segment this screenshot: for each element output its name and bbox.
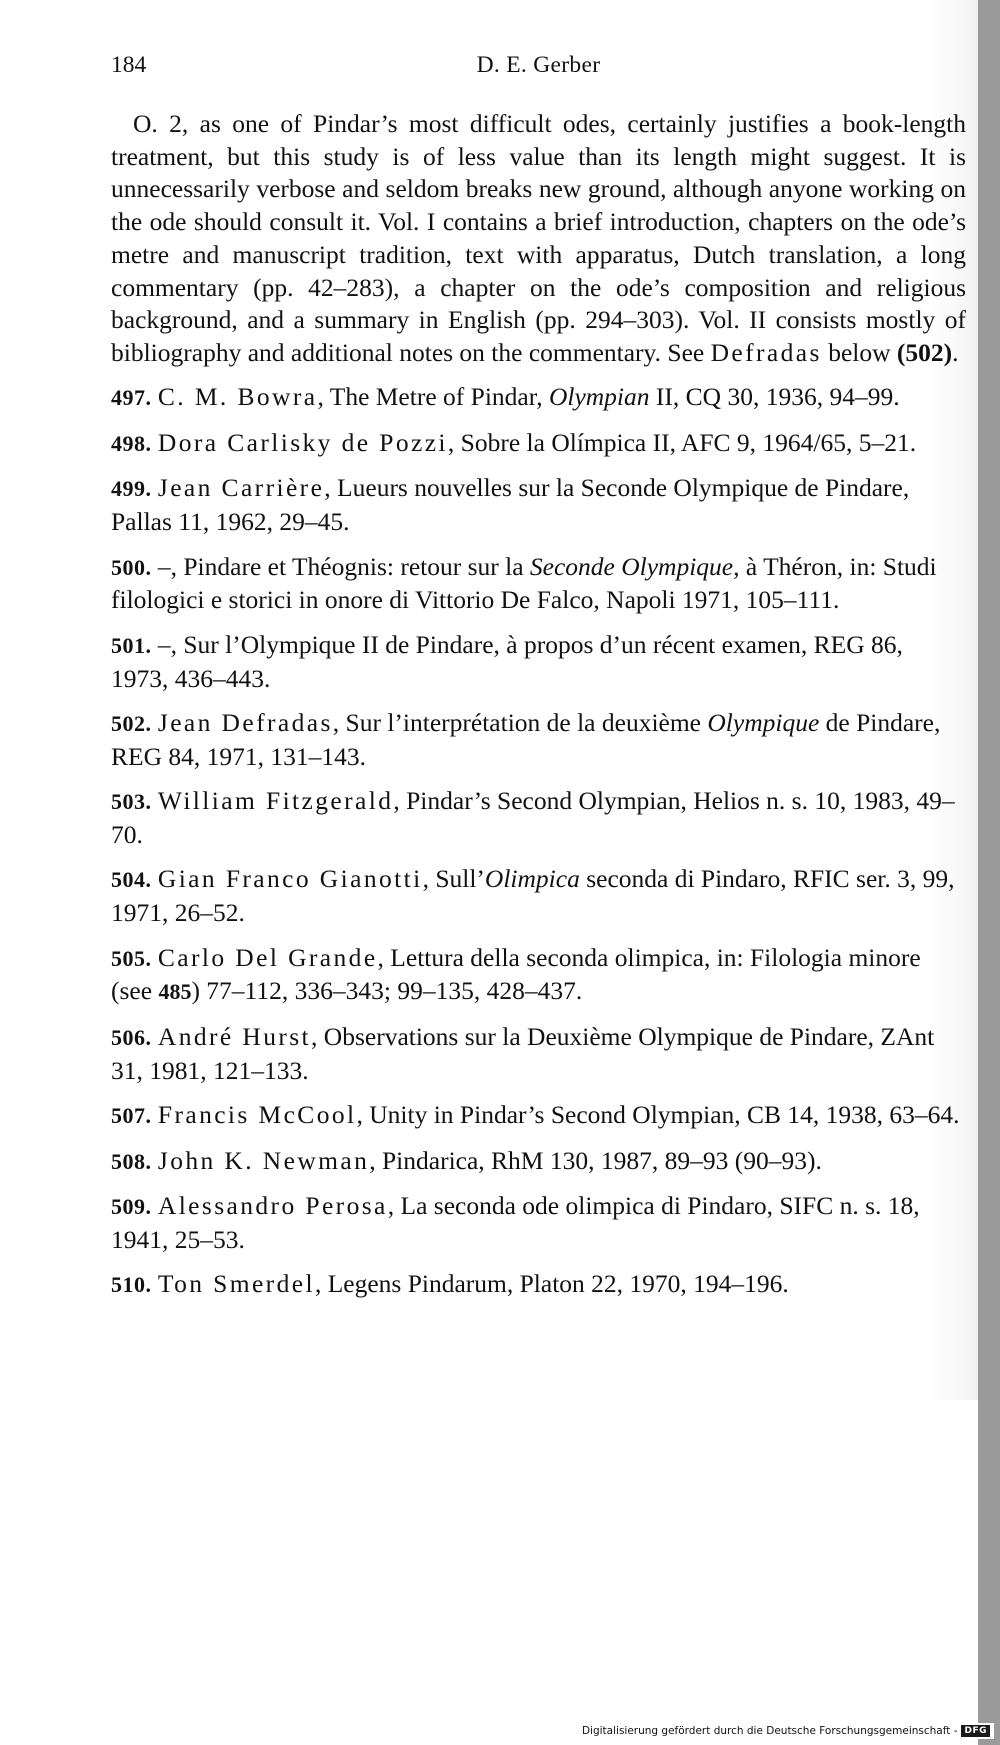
bib-entry: 510. Ton Smerdel, Legens Pindarum, Platon 22, 1970, 194–196. [111, 1269, 789, 1299]
entry-author: Dora Carlisky de Pozzi [157, 427, 448, 457]
intro-text: O. 2, as one of Pindar’s most difficult odes, certainly justifies a book-length treatment, but this study is of less value than its length might suggest. It is unnecessarily verbose and seldom breaks new ground, although anyone working on the ode should consult it. Vol. I contains a brief introduction, chapters on the ode’s metre and manuscript tradition, text with apparatus, Dutch translation, a long commentary (pp. 42–283), a chapter on the ode’s composition and religious background, and a summary in English (pp. 294–303). Vol. II consists mostly of bibliography and additional notes on the commentary. See [111, 109, 966, 367]
intro-ref-tail: below [821, 337, 897, 367]
entry-author: John K. Newman [157, 1145, 370, 1175]
entry-author: – [157, 551, 171, 581]
bib-entry: 502. Jean Defradas, Sur l’interprétation de la deuxième Olympique de Pindare, REG 84, 1971, 131–143. [111, 708, 941, 771]
bib-entry: 501. –, Sur l’Olympique II de Pindare, à propos d’un récent examen, REG 86, 1973, 436–443. [111, 629, 903, 693]
entry-author: – [157, 629, 171, 659]
bib-entry: 499. Jean Carrière, Lueurs nouvelles sur la Seconde Olympique de Pindare, Pallas 11, 1962, 29–45. [111, 473, 910, 537]
entry-author: William Fitzgerald [157, 786, 394, 816]
bib-entry: 503. William Fitzgerald, Pindar’s Second Olympian, Helios n. s. 10, 1983, 49–70. [111, 786, 955, 849]
bib-entry: 506. André Hurst, Observations sur la Deuxième Olympique de Pindare, ZAnt 31, 1981, 121–133. [111, 1021, 935, 1085]
dfg-logo-icon: DFG [961, 1725, 990, 1737]
intro-ref-name: Defradas [710, 337, 822, 367]
bib-entry: 509. Alessandro Perosa, La seconda ode olimpica di Pindaro, SIFC n. s. 18, 1941, 25–53. [111, 1191, 920, 1254]
body-text [111, 108, 966, 1302]
page-number: 184 [111, 52, 147, 78]
entry-author: C. M. Bowra [157, 382, 318, 412]
bib-entry: 505. Carlo Del Grande, Lettura della seconda olimpica, in: Filologia minore (see 485) 77–112, 336–343; 99–135, 428–437. [111, 942, 921, 1006]
cross-reference: 485 [158, 979, 192, 1005]
intro-paragraph: O. 2, as one of Pindar’s most difficult odes, certainly justifies a book-length treatment, but this study is of less value than its length might suggest. It is unnecessarily verbose and seldom breaks new ground, although anyone working on the ode should consult it. Vol. I contains a brief introduction, chapters on the ode’s metre and manuscript tradition, text with apparatus, Dutch translation, a long commentary (pp. 42–283), a chapter on the ode’s composition and religious background, and a summary in English (pp. 294–303). Vol. II consists mostly of bibliography and additional notes on the commentary. See Defradas below (502). [111, 109, 966, 367]
running-head [111, 52, 966, 86]
entry-author: Alessandro Perosa [157, 1191, 388, 1221]
footer-text: Digitalisierung gefördert durch die Deutsche Forschungsgemeinschaft - [581, 1725, 958, 1737]
bib-entry: 507. Francis McCool, Unity in Pindar’s Second Olympian, CB 14, 1938, 63–64. [111, 1100, 960, 1130]
bib-entry: 497. C. M. Bowra, The Metre of Pindar, Olympian II, CQ 30, 1936, 94–99. [111, 382, 900, 412]
page-edge [978, 0, 1000, 1745]
bib-entry: 500. –, Pindare et Théognis: retour sur la Seconde Olympique, à Théron, in: Studi filologici e storici in onore di Vittorio De Falco, Napoli 1971, 105–111. [111, 551, 937, 615]
entry-author: Jean Carrière [157, 473, 325, 503]
entry-author: Ton Smerdel [157, 1269, 315, 1299]
entry-author: Gian Franco Gianotti [157, 864, 423, 894]
running-head-author: D. E. Gerber [476, 52, 601, 78]
entry-author: Carlo Del Grande [157, 942, 378, 972]
entry-author: Jean Defradas [157, 708, 333, 738]
entry-author: André Hurst [157, 1021, 312, 1051]
bib-entry: 498. Dora Carlisky de Pozzi, Sobre la Olímpica II, AFC 9, 1964/65, 5–21. [111, 427, 917, 457]
bib-entry: 508. John K. Newman, Pindarica, RhM 130, 1987, 89–93 (90–93). [111, 1145, 822, 1175]
entry-author: Francis McCool [157, 1100, 357, 1130]
intro-ref-num: (502) [896, 337, 953, 367]
bib-entry: 504. Gian Franco Gianotti, Sull’Olimpica seconda di Pindaro, RFIC ser. 3, 99, 1971, 26–52. [111, 864, 955, 928]
digitization-footer [578, 1723, 994, 1739]
